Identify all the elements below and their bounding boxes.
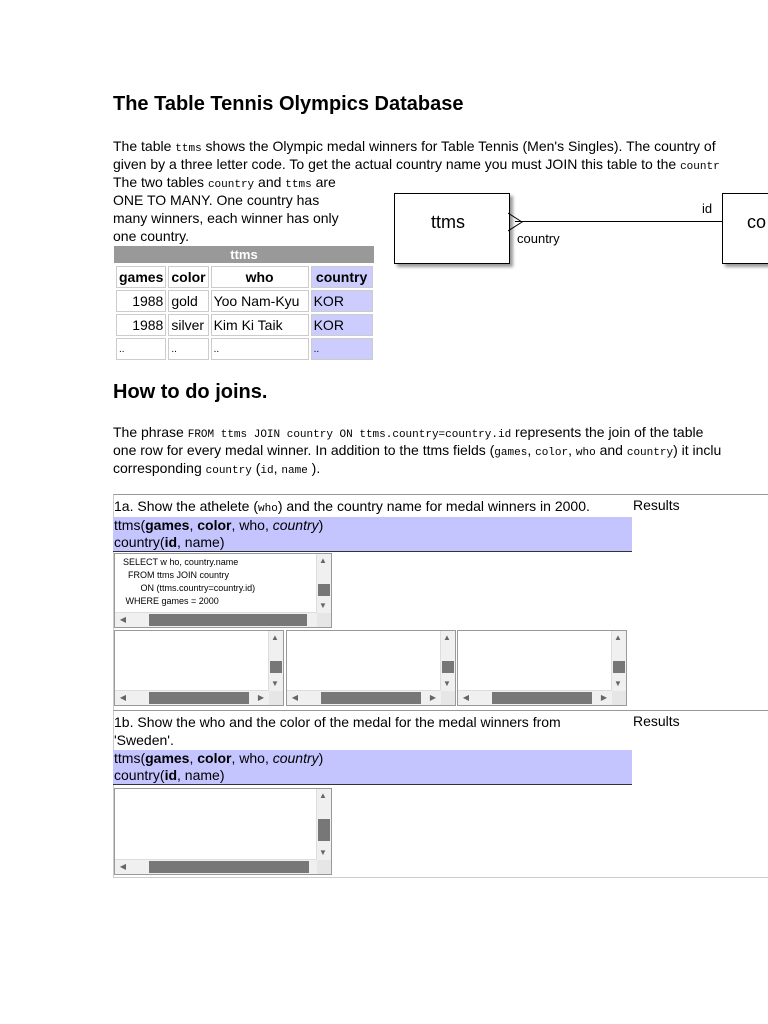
vertical-scrollbar[interactable] <box>268 631 283 691</box>
code-ttms: ttms <box>285 179 312 191</box>
joins-text: corresponding <box>113 460 206 476</box>
code-field: country <box>626 447 674 459</box>
scroll-left-icon[interactable]: ◀ <box>119 862 127 871</box>
scroll-thumb[interactable] <box>149 861 309 873</box>
joins-text: , <box>527 442 536 458</box>
header-who: who <box>211 266 309 288</box>
schema-text: country( <box>114 534 165 550</box>
cell-country: .. <box>311 338 373 360</box>
scroll-corner <box>441 691 455 705</box>
scroll-up-icon[interactable]: ▲ <box>614 633 622 642</box>
header-country: country <box>311 266 373 288</box>
schema-text: , <box>189 517 198 533</box>
scroll-right-icon[interactable]: ▶ <box>600 693 608 702</box>
scroll-thumb[interactable] <box>149 614 307 626</box>
schema-text: ttms( <box>114 750 146 766</box>
cell-games: .. <box>116 338 166 360</box>
schema-text: , name) <box>177 767 225 783</box>
code-ttms: ttms <box>175 143 202 155</box>
scroll-thumb[interactable] <box>492 692 592 704</box>
vertical-scrollbar[interactable] <box>440 631 455 691</box>
table-row <box>116 314 373 336</box>
relationship-label-country: country <box>517 231 560 246</box>
relationship-label-id: id <box>702 201 713 216</box>
scroll-up-icon[interactable]: ▲ <box>319 556 327 565</box>
relation-line-2: ONE TO MANY. One country has <box>113 192 320 208</box>
intro-text: The table <box>113 138 176 154</box>
code-field: who <box>575 447 596 459</box>
scroll-corner <box>317 860 331 874</box>
horizontal-scrollbar[interactable] <box>115 690 269 705</box>
cell-games: 1988 <box>116 314 166 336</box>
diagram-entity-ttms <box>394 193 510 264</box>
relation-text: are <box>311 174 336 190</box>
joins-text: ( <box>251 460 261 476</box>
schema-text: country( <box>114 767 165 783</box>
schema-text: , who, <box>231 517 273 533</box>
code-country: country <box>207 179 255 191</box>
schema-country <box>114 767 632 784</box>
joins-text: one row for every medal winner. In addition to the ttms fields ( <box>113 442 495 458</box>
result-box-3[interactable] <box>457 630 627 706</box>
horizontal-scrollbar[interactable] <box>287 690 441 705</box>
schema-text: ttms( <box>114 517 146 533</box>
relation-text: and <box>254 174 286 190</box>
cell-games: 1988 <box>116 290 166 312</box>
vertical-scrollbar[interactable] <box>316 789 331 860</box>
joins-text: , <box>568 442 576 458</box>
question-text: 1b. Show the who and the color of the medal for the medal winners from <box>114 714 561 730</box>
vertical-scrollbar[interactable] <box>611 631 626 691</box>
scroll-down-icon[interactable]: ▼ <box>319 601 327 610</box>
result-box-1[interactable] <box>114 630 284 706</box>
code-field: id <box>260 465 274 477</box>
vertical-scrollbar[interactable] <box>316 554 331 613</box>
schema-ttms <box>114 517 632 534</box>
code-field: name <box>281 465 308 477</box>
page-title: The Table Tennis Olympics Database <box>113 93 464 115</box>
joins-text: The phrase <box>113 424 188 440</box>
scroll-up-icon[interactable]: ▲ <box>319 791 327 800</box>
entity-label: co <box>747 212 767 232</box>
joins-text: and <box>595 442 627 458</box>
scroll-left-icon[interactable]: ◀ <box>119 693 127 702</box>
schema-ttms <box>114 750 632 767</box>
relation-text: The two tables <box>113 174 208 190</box>
scroll-thumb[interactable] <box>318 819 330 841</box>
cell-who: Kim Ki Taik <box>211 314 309 336</box>
scroll-thumb[interactable] <box>321 692 421 704</box>
joins-line-3 <box>113 459 320 480</box>
schema-text: , name) <box>177 534 225 550</box>
question-1a <box>114 497 590 518</box>
cell-country: KOR <box>311 314 373 336</box>
scroll-thumb[interactable] <box>613 661 625 673</box>
scroll-down-icon[interactable]: ▼ <box>443 679 451 688</box>
diagram-entity-country <box>722 193 768 264</box>
joins-text: , <box>273 460 282 476</box>
header-games: games <box>116 266 166 288</box>
question-text: ) and the country name for medal winners in 2000. <box>277 498 590 514</box>
ttms-table-caption: ttms <box>114 246 374 263</box>
code-field: color <box>535 447 569 459</box>
horizontal-scrollbar[interactable] <box>115 612 317 627</box>
code-field: games <box>494 447 528 459</box>
scroll-down-icon[interactable]: ▼ <box>271 679 279 688</box>
sql-editor-1b[interactable] <box>114 788 332 875</box>
scroll-corner <box>269 691 283 705</box>
result-box-2[interactable] <box>286 630 456 706</box>
horizontal-scrollbar[interactable] <box>458 690 612 705</box>
relationship-line <box>515 221 723 222</box>
scroll-corner <box>317 613 331 627</box>
schema-country <box>114 534 632 551</box>
cell-who: Yoo Nam-Kyu <box>211 290 309 312</box>
scroll-left-icon[interactable]: ◀ <box>119 615 127 624</box>
joins-text: ) it inclu <box>673 442 722 458</box>
scroll-thumb[interactable] <box>270 661 282 673</box>
intro-text: given by a three letter code. To get the actual country name you must JOIN this table to the <box>113 156 681 172</box>
scroll-corner <box>612 691 626 705</box>
schema-text: ) <box>318 750 324 766</box>
question-1b <box>114 713 561 749</box>
table-row <box>116 338 373 360</box>
scroll-thumb[interactable] <box>149 692 249 704</box>
schema-box <box>113 750 632 785</box>
ttms-table <box>114 264 375 362</box>
scroll-right-icon[interactable]: ▶ <box>429 693 437 702</box>
schema-key: color <box>197 517 232 533</box>
schema-foreign-key: country <box>272 750 319 766</box>
code-who: who <box>258 503 278 515</box>
joins-text: represents the join of the table <box>511 424 704 440</box>
entity-label: ttms <box>431 212 465 232</box>
schema-foreign-key: country <box>272 517 319 533</box>
scroll-thumb[interactable] <box>442 661 454 673</box>
scroll-up-icon[interactable]: ▲ <box>443 633 451 642</box>
horizontal-scrollbar[interactable] <box>115 859 317 874</box>
joins-text: ). <box>307 460 321 476</box>
intro-text: shows the Olympic medal winners for Table Tennis (Men's Singles). The country of <box>201 138 716 154</box>
sql-text[interactable]: SELECT w ho, country.name FROM ttms JOIN country ON (ttms.country=country.id) WHERE games = 2000 <box>123 557 256 606</box>
table-header-row <box>116 266 373 288</box>
schema-text: , <box>189 750 198 766</box>
scroll-thumb[interactable] <box>318 584 330 596</box>
scroll-up-icon[interactable]: ▲ <box>271 633 279 642</box>
table-row <box>116 290 373 312</box>
schema-key: color <box>197 750 232 766</box>
header-color: color <box>168 266 208 288</box>
scroll-left-icon[interactable]: ◀ <box>291 693 299 702</box>
results-label: Results <box>633 713 680 729</box>
code-country: countr <box>680 161 720 173</box>
question-text: 1a. Show the athelete ( <box>114 498 258 514</box>
scroll-down-icon[interactable]: ▼ <box>614 679 622 688</box>
schema-key: games <box>145 517 190 533</box>
cell-country: KOR <box>311 290 373 312</box>
cell-color: .. <box>168 338 208 360</box>
schema-box <box>113 517 632 552</box>
cell-color: gold <box>168 290 208 312</box>
schema-key: id <box>164 767 178 783</box>
relation-line-3: many winners, each winner has only <box>113 210 339 226</box>
schema-key: games <box>145 750 190 766</box>
question-text: 'Sweden'. <box>114 732 174 748</box>
results-label: Results <box>633 497 680 513</box>
schema-text: ) <box>318 517 324 533</box>
cell-color: silver <box>168 314 208 336</box>
schema-key: id <box>164 534 178 550</box>
code-join-phrase: FROM ttms JOIN country ON ttms.country=country.id <box>187 429 512 441</box>
schema-text: , who, <box>231 750 273 766</box>
section-heading-joins: How to do joins. <box>113 381 268 403</box>
cell-who: .. <box>211 338 309 360</box>
sql-editor-1a[interactable] <box>114 553 332 628</box>
scroll-down-icon[interactable]: ▼ <box>319 848 327 857</box>
scroll-right-icon[interactable]: ▶ <box>257 693 265 702</box>
code-field: country <box>205 465 252 477</box>
scroll-left-icon[interactable]: ◀ <box>462 693 470 702</box>
relation-line-4: one country. <box>113 228 190 244</box>
